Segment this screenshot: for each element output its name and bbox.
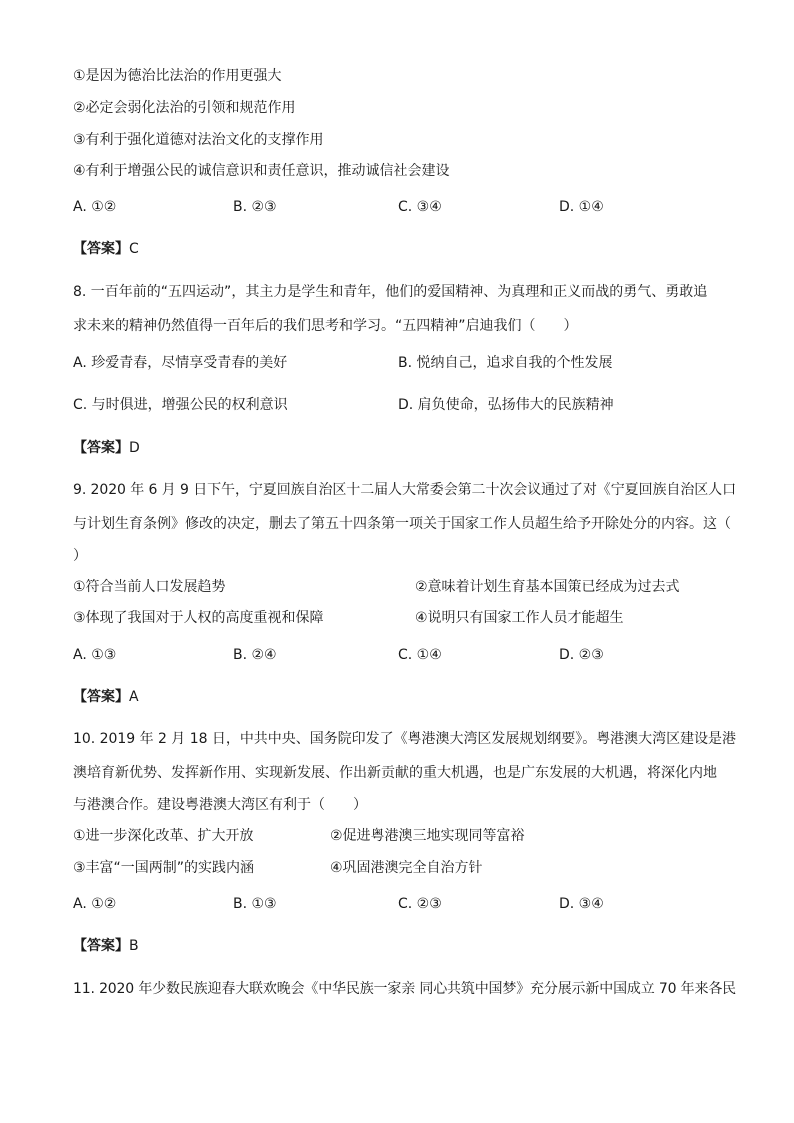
q9-stem-line-3: ） [73, 548, 87, 564]
answer-label: 【答案】 [73, 938, 129, 954]
q10-option-a: A. ①② [73, 896, 117, 912]
q10-answer [73, 937, 139, 955]
q7-option-a: A. ①② [73, 199, 117, 215]
answer-label: 【答案】 [73, 440, 129, 456]
q10-stem-line-3: 与港澳合作。建设粤港澳大湾区有利于（ ） [73, 797, 367, 813]
answer-value: D [129, 440, 140, 456]
q10-option-b: B. ①③ [233, 896, 277, 912]
q9-option-c: C. ①④ [398, 647, 442, 663]
q8-answer [73, 439, 140, 457]
q7-answer [73, 240, 139, 258]
q8-stem-line-1: 8. 一百年前的“五四运动”，其主力是学生和青年，他们的爱国精神、为真理和正义而战的勇气、勇敢追 [73, 284, 708, 300]
q9-stem-line-2: 与计划生育条例》修改的决定，删去了第五十四条第一项关于国家工作人员超生给予开除处分的内容。这（ [73, 516, 731, 532]
answer-value: C [129, 241, 139, 257]
q10-statement-1: ①进一步深化改革、扩大开放 [73, 828, 254, 844]
q10-statement-4: ④巩固港澳完全自治方针 [330, 860, 483, 876]
q8-option-d: D. 肩负使命，弘扬伟大的民族精神 [398, 397, 614, 413]
q9-option-b: B. ②④ [233, 647, 277, 663]
answer-label: 【答案】 [73, 689, 129, 705]
q7-option-c: C. ③④ [398, 199, 442, 215]
q10-option-c: C. ②③ [398, 896, 442, 912]
q7-option-d: D. ①④ [559, 199, 604, 215]
q10-option-d: D. ③④ [559, 896, 604, 912]
q10-stem-line-1: 10. 2019 年 2 月 18 日，中共中央、国务院印发了《粤港澳大湾区发展规划纲要》。粤港澳大湾区建设是港 [73, 731, 736, 747]
q11-stem-line-1: 11. 2020 年少数民族迎春大联欢晚会《中华民族一家亲 同心共筑中国梦》充分展示新中国成立 70 年来各民 [73, 981, 736, 997]
q7-statement-1: ①是因为德治比法治的作用更强大 [73, 68, 282, 84]
q9-option-a: A. ①③ [73, 647, 117, 663]
q8-option-a: A. 珍爱青春，尽情享受青春的美好 [73, 355, 288, 371]
q10-statement-3: ③丰富“一国两制”的实践内涵 [73, 860, 255, 876]
q7-statement-4: ④有利于增强公民的诚信意识和责任意识，推动诚信社会建设 [73, 163, 450, 179]
q7-statement-2: ②必定会弱化法治的引领和规范作用 [73, 100, 296, 116]
q8-option-b: B. 悦纳自己，追求自我的个性发展 [398, 355, 613, 371]
q9-option-d: D. ②③ [559, 647, 604, 663]
q8-option-c: C. 与时俱进，增强公民的权利意识 [73, 397, 288, 413]
q10-statement-2: ②促进粤港澳三地实现同等富裕 [330, 828, 525, 844]
q7-option-b: B. ②③ [233, 199, 277, 215]
q9-statement-2: ②意味着计划生育基本国策已经成为过去式 [415, 579, 680, 595]
q9-stem-line-1: 9. 2020 年 6 月 9 日下午，宁夏回族自治区十二届人大常委会第二十次会议通过了对《宁夏回族自治区人口 [73, 482, 736, 498]
q10-stem-line-2: 澳培育新优势、发挥新作用、实现新发展、作出新贡献的重大机遇，也是广东发展的大机遇，将深化内地 [73, 765, 717, 781]
q9-statement-3: ③体现了我国对于人权的高度重视和保障 [73, 610, 324, 626]
q8-stem-line-2: 求未来的精神仍然值得一百年后的我们思考和学习。“五四精神”启迪我们（ ） [73, 318, 578, 334]
q7-statement-3: ③有利于强化道德对法治文化的支撑作用 [73, 132, 324, 148]
q9-statement-4: ④说明只有国家工作人员才能超生 [415, 610, 624, 626]
q9-statement-1: ①符合当前人口发展趋势 [73, 579, 226, 595]
answer-value: A [129, 689, 139, 705]
answer-label: 【答案】 [73, 241, 129, 257]
q9-answer [73, 688, 139, 706]
answer-value: B [129, 938, 139, 954]
